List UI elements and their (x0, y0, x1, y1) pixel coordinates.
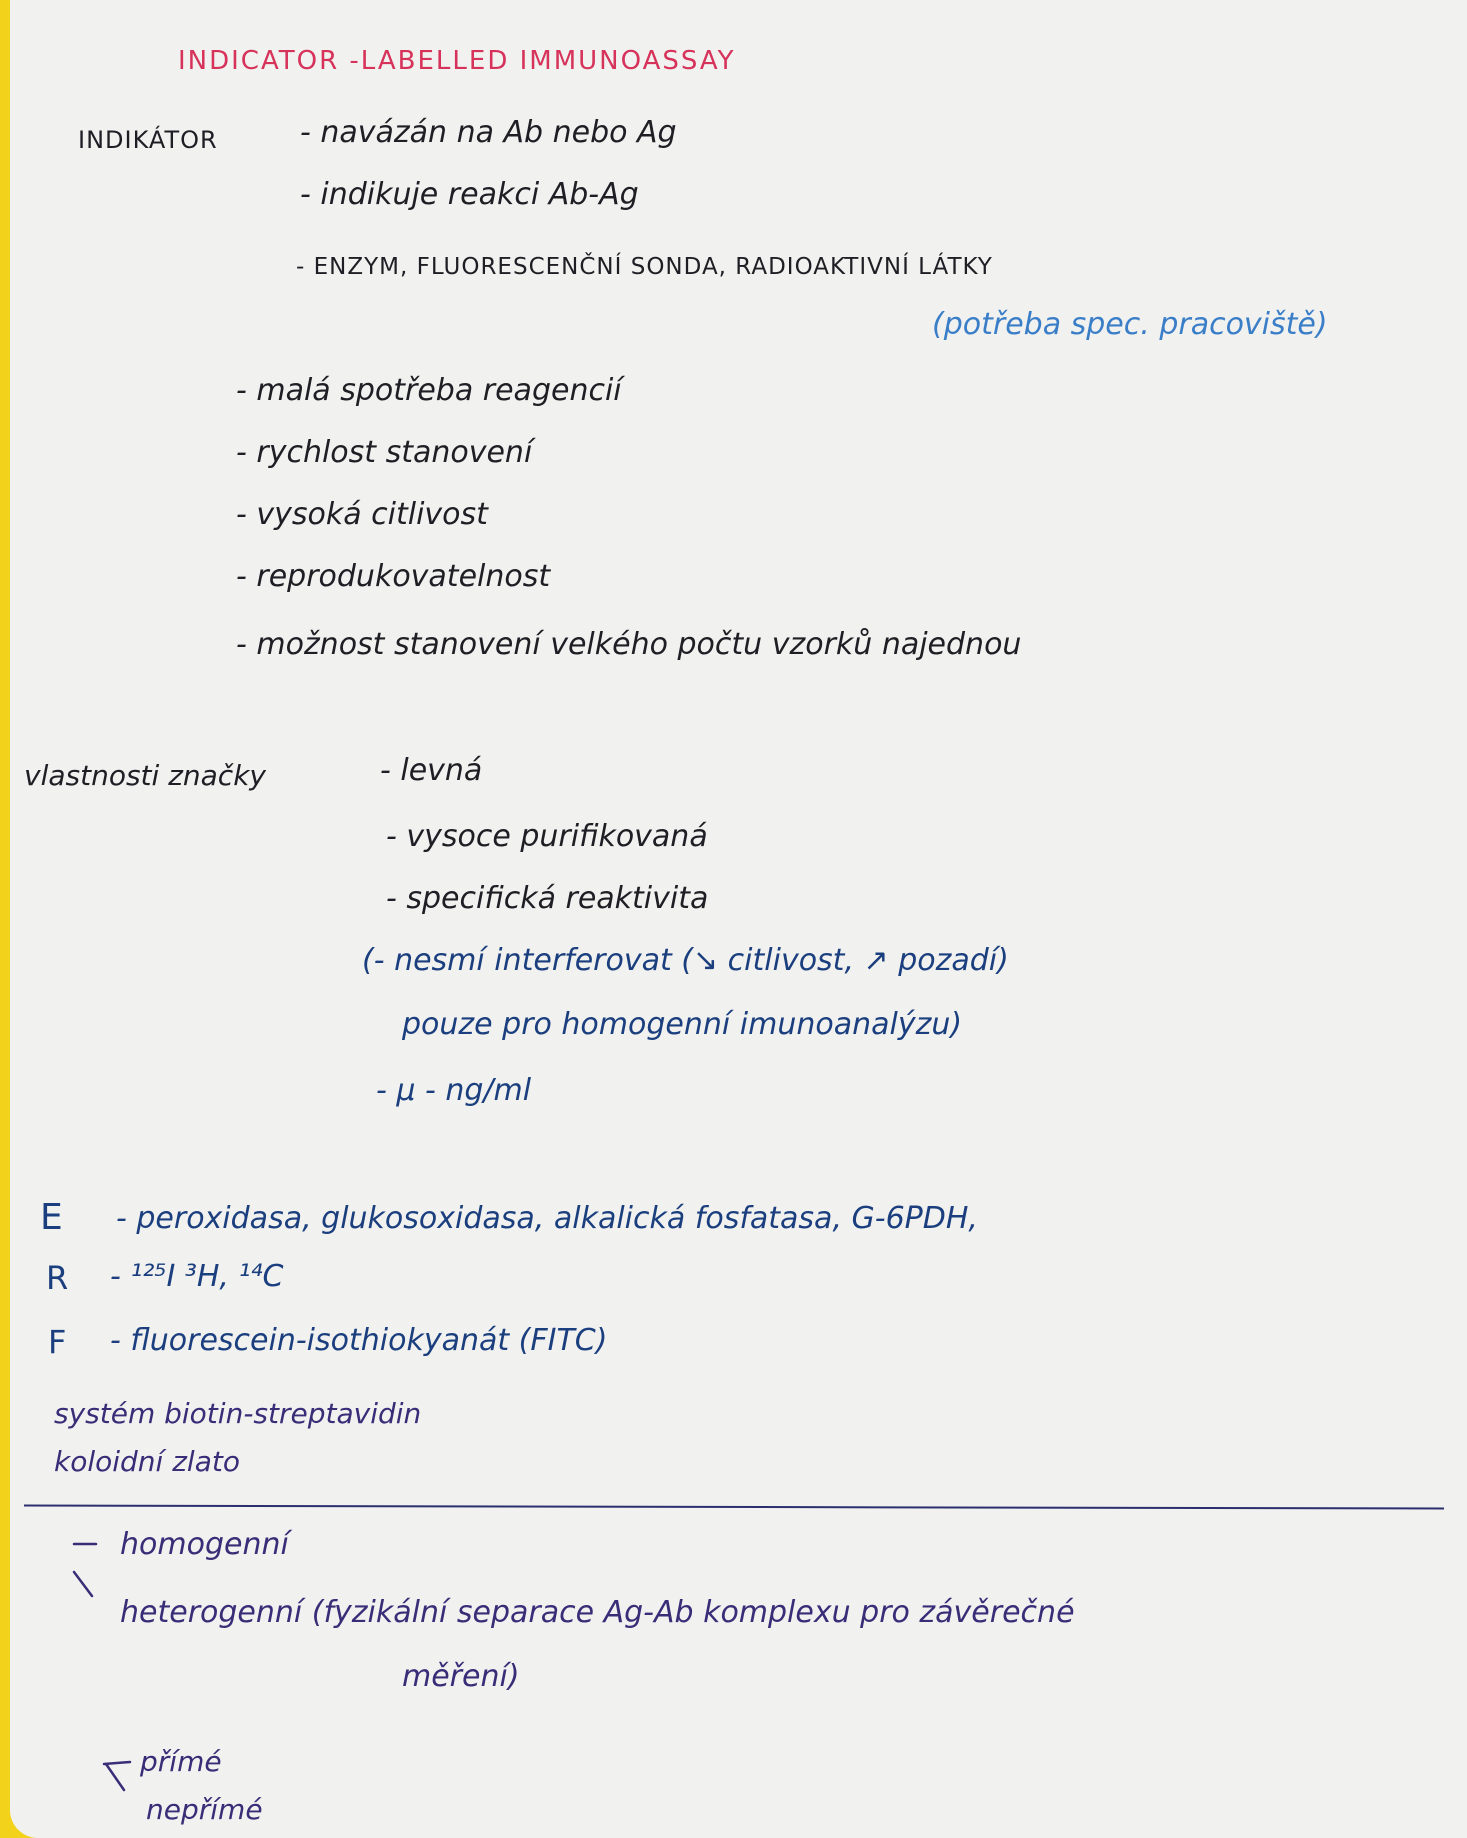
advantage-item: - možnost stanovení velkého počtu vzorků najednou (236, 627, 1022, 662)
property-item: - specifická reaktivita (386, 881, 709, 916)
enzyme-examples: - peroxidasa, glukosoxidasa, alkalická fosfatasa, G-6PDH, (116, 1201, 978, 1236)
page-title: INDICATOR -LABELLED IMMUNOASSAY (178, 46, 736, 76)
advantage-item: - rychlost stanovení (236, 435, 533, 470)
indicator-line-2: - indikuje reakci Ab-Ag (300, 177, 639, 212)
advantage-item: - malá spotřeba reagencií (236, 373, 622, 408)
notebook-page (10, 0, 1467, 1838)
assay-homogeneous: homogenní (120, 1527, 289, 1562)
property-item: - μ - ng/ml (376, 1073, 532, 1108)
divider-line (24, 1505, 1444, 1510)
properties-label: vlastnosti značky (24, 759, 266, 792)
indicator-note: (potřeba spec. pracoviště) (932, 307, 1328, 342)
property-item: - vysoce purifikovaná (386, 819, 708, 854)
advantage-item: - reprodukovatelnost (236, 559, 551, 594)
property-item: - levná (380, 753, 483, 788)
property-item: (- nesmí interferovat (↘ citlivost, ↗ pozadí) (362, 943, 1009, 978)
property-item: pouze pro homogenní imunoanalýzu) (402, 1007, 963, 1042)
fluorescent-letter: F (48, 1323, 67, 1361)
radioactive-examples: - ¹²⁵I ³H, ¹⁴C (110, 1259, 284, 1294)
enzyme-letter: E (40, 1197, 63, 1238)
bracket-icon (102, 1760, 142, 1800)
assay-heterogeneous: heterogenní (fyzikální separace Ag-Ab komplexu pro závěrečné (120, 1595, 1075, 1630)
system-gold: koloidní zlato (54, 1445, 240, 1478)
indicator-line-1: - navázán na Ab nebo Ag (300, 115, 677, 150)
indicator-line-3: - ENZYM, FLUORESCENČNÍ SONDA, RADIOAKTIVNÍ LÁTKY (296, 254, 993, 280)
indicator-label: INDIKÁTOR (78, 126, 218, 154)
system-biotin: systém biotin-streptavidin (54, 1397, 422, 1430)
assay-indirect: nepřímé (146, 1793, 263, 1826)
fluorescent-examples: - fluorescein-isothiokyanát (FITC) (110, 1323, 608, 1358)
radioactive-letter: R (46, 1259, 69, 1297)
advantage-item: - vysoká citlivost (236, 497, 488, 532)
bracket-icon (72, 1540, 112, 1600)
assay-direct: přímé (140, 1745, 222, 1778)
assay-heterogeneous-cont: měření) (402, 1659, 520, 1694)
